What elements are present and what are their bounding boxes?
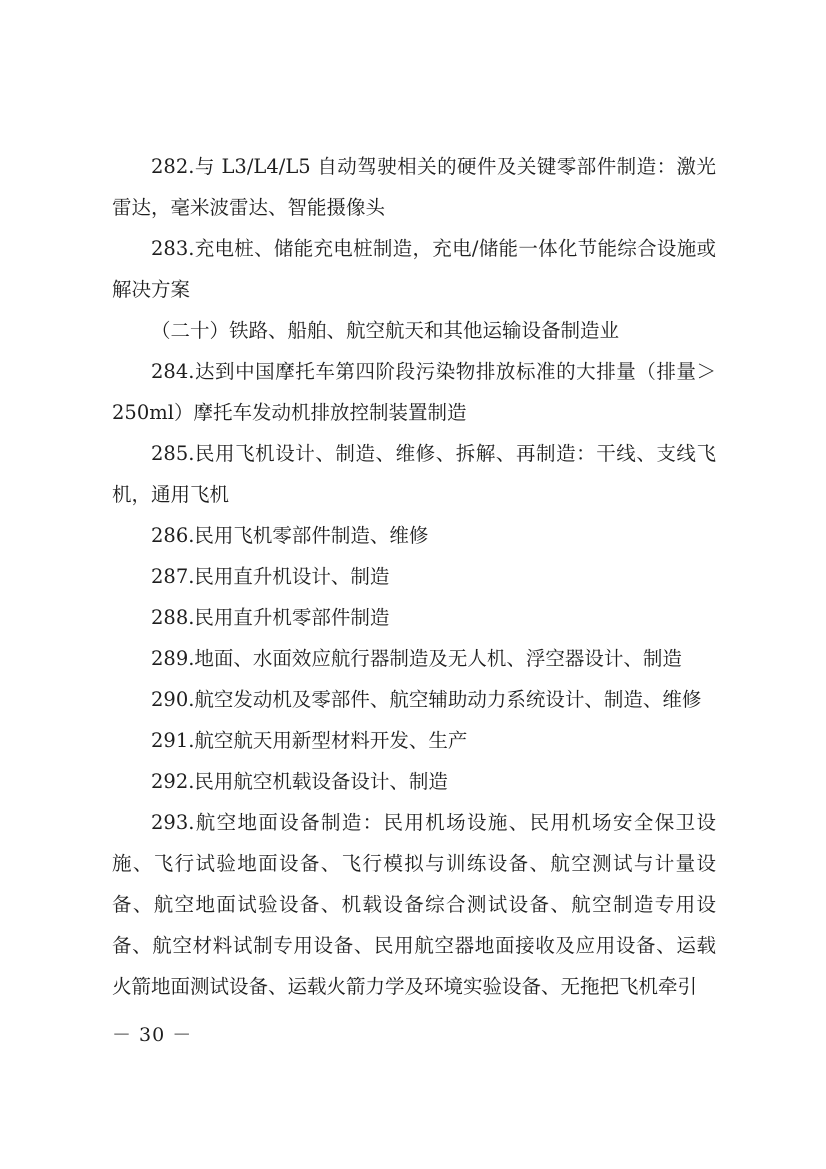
catalog-item-283: 283.充电桩、储能充电桩制造，充电/储能一体化节能综合设施或解决方案	[112, 237, 716, 301]
body-text	[112, 146, 716, 1007]
catalog-item-285: 285.民用飞机设计、制造、维修、拆解、再制造：干线、支线飞机，通用飞机	[112, 442, 716, 506]
catalog-item-286: 286.民用飞机零部件制造、维修	[151, 524, 429, 547]
catalog-item-290: 290.航空发动机及零部件、航空辅助动力系统设计、制造、维修	[151, 688, 702, 711]
catalog-item-293: 293.航空地面设备制造：民用机场设施、民用机场安全保卫设施、飞行试验地面设备、飞行模拟与训练设备、航空测试与计量设备、航空地面试验设备、机载设备综合测试设备、航空制造专用设备、航空材料试制专用设备、民用航空器地面接收及应用设备、运载火箭地面测试设备、运载火箭力学及环境实验设备、无拖把飞机牵引	[112, 811, 716, 998]
catalog-item-289: 289.地面、水面效应航行器制造及无人机、浮空器设计、制造	[151, 647, 682, 670]
catalog-item-282: 282.与 L3/L4/L5 自动驾驶相关的硬件及关键零部件制造：激光雷达，毫米波雷达、智能摄像头	[112, 155, 716, 219]
catalog-item-291: 291.航空航天用新型材料开发、生产	[151, 729, 468, 752]
catalog-item-284: 284.达到中国摩托车第四阶段污染物排放标准的大排量（排量＞250ml）摩托车发动机排放控制装置制造	[112, 360, 716, 424]
catalog-item-287: 287.民用直升机设计、制造	[151, 565, 390, 588]
page-number: － 30 －	[112, 1024, 193, 1046]
catalog-item-292: 292.民用航空机载设备设计、制造	[151, 770, 448, 793]
section-heading: （二十）铁路、船舶、航空航天和其他运输设备制造业	[151, 319, 620, 342]
catalog-item-288: 288.民用直升机零部件制造	[151, 606, 390, 629]
